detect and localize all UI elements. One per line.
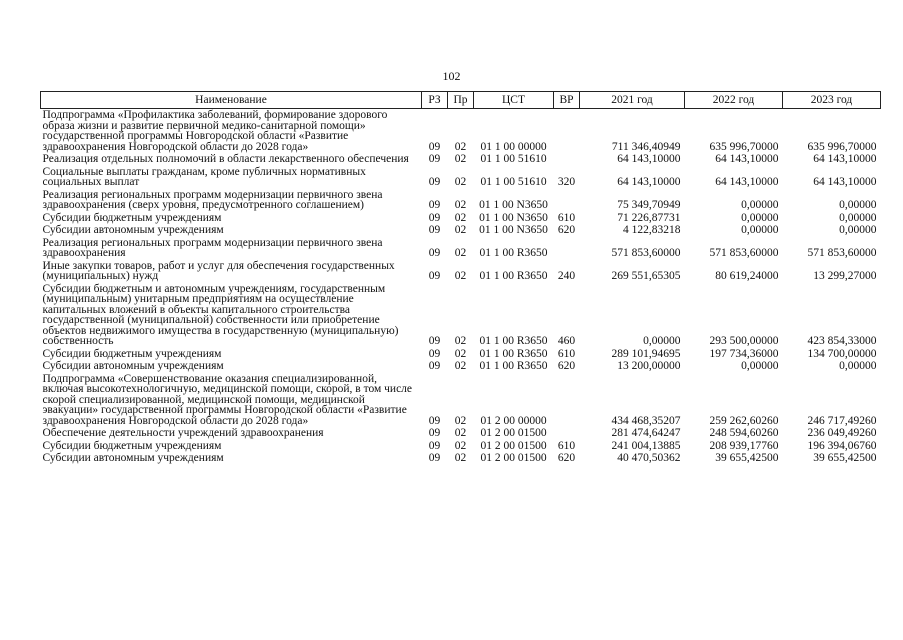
cell-name: Реализация региональных программ модернизации первичного звена здравоохранения xyxy=(42,236,383,259)
cell-cst: 01 2 00 01500 xyxy=(480,452,547,464)
cell-2023: 0,00000 xyxy=(839,224,877,236)
cell-pr: 02 xyxy=(454,427,467,439)
cell-2021: 13 200,00000 xyxy=(617,360,681,372)
cell-cst: 01 1 00 R3650 xyxy=(479,347,548,360)
cell-2021: 64 143,10000 xyxy=(617,153,681,165)
cell-2023: 64 143,10000 xyxy=(813,176,877,188)
cell-pr: 02 xyxy=(454,335,467,347)
table-row xyxy=(41,348,881,361)
cell-pr: 02 xyxy=(454,360,467,372)
cell-name: Реализация региональных программ модернизации первичного звена здравоохранения (сверх уровня, предусмотренного соглашением) xyxy=(42,188,383,211)
budget-table xyxy=(40,91,881,465)
cell-rz: 09 xyxy=(428,452,441,464)
cell-2023: 423 854,33000 xyxy=(807,335,877,347)
header-cst: ЦСТ xyxy=(474,92,554,109)
cell-name: Реализация отдельных полномочий в области лекарственного обеспечения xyxy=(42,153,409,165)
header-pr: Пр xyxy=(448,92,474,109)
cell-vr: 610 xyxy=(557,211,576,224)
cell-2022: 208 939,17760 xyxy=(709,439,779,452)
page-number: 102 xyxy=(442,69,461,83)
header-2022: 2022 год xyxy=(685,92,783,109)
cell-2021: 281 474,64247 xyxy=(611,427,681,439)
cell-2021: 269 551,65305 xyxy=(611,270,681,282)
table-row xyxy=(41,153,881,166)
table-row xyxy=(41,373,881,428)
cell-2022: 293 500,00000 xyxy=(709,335,779,347)
cell-2023: 196 394,06760 xyxy=(807,439,877,452)
cell-pr: 02 xyxy=(454,414,467,427)
cell-rz: 09 xyxy=(428,140,441,153)
cell-2023: 0,00000 xyxy=(839,211,877,224)
cell-2022: 571 853,60000 xyxy=(709,247,779,259)
cell-pr: 02 xyxy=(454,153,467,165)
cell-name: Субсидии бюджетным учреждениям xyxy=(42,211,222,224)
header-name: Наименование xyxy=(41,92,422,109)
cell-name: Социальные выплаты гражданам, кроме публичных нормативных социальных выплат xyxy=(42,165,366,188)
cell-name: Субсидии автономным учреждениям xyxy=(42,224,224,236)
table-row xyxy=(41,260,881,283)
cell-2023: 246 717,49260 xyxy=(807,414,877,427)
cell-rz: 09 xyxy=(428,224,441,236)
cell-vr xyxy=(554,109,580,154)
cell-vr: 460 xyxy=(557,335,576,347)
cell-name: Подпрограмма «Профилактика заболеваний, формирование здорового образа жизни и развитие первичной медико-санитарной помощи» государственной программы Новгородской области «Развитие здравоохранения Новгородской области до 2028 года» xyxy=(42,109,388,153)
cell-cst: 01 1 00 51610 xyxy=(480,153,547,165)
cell-cst: 01 1 00 N3650 xyxy=(479,199,548,211)
cell-2021: 0,00000 xyxy=(643,335,681,347)
cell-2021: 711 346,40949 xyxy=(611,140,681,153)
cell-pr: 02 xyxy=(454,247,467,259)
table-header-row xyxy=(41,92,881,109)
cell-name: Обеспечение деятельности учреждений здравоохранения xyxy=(42,427,324,439)
cell-2021: 40 470,50362 xyxy=(617,452,681,464)
cell-cst: 01 1 00 R3650 xyxy=(479,247,548,259)
cell-pr: 02 xyxy=(454,347,467,360)
cell-vr xyxy=(554,427,580,440)
cell-2021: 71 226,87731 xyxy=(617,211,681,224)
table-row xyxy=(41,452,881,465)
cell-2022: 64 143,10000 xyxy=(715,176,779,188)
cell-pr: 02 xyxy=(454,224,467,236)
cell-name: Субсидии бюджетным учреждениям xyxy=(42,439,222,452)
cell-rz: 09 xyxy=(428,270,441,282)
cell-cst: 01 1 00 R3650 xyxy=(479,335,548,347)
table-row xyxy=(41,109,881,154)
cell-pr: 02 xyxy=(454,439,467,452)
table-row xyxy=(41,360,881,373)
cell-name: Подпрограмма «Совершенствование оказания специализированной, включая высокотехнологичную, медицинской помощи, скорой, в том числе скорой специализированной, медицинской помощи, медицинской эвакуации» государственной программы Новгородской области «Развитие здравоохранения Новгородской области до 2028 года» xyxy=(42,372,413,427)
cell-pr: 02 xyxy=(454,452,467,464)
table-row xyxy=(41,427,881,440)
cell-vr: 620 xyxy=(557,360,576,372)
table-row xyxy=(41,440,881,453)
cell-name: Субсидии автономным учреждениям xyxy=(42,452,224,464)
cell-2023: 13 299,27000 xyxy=(813,270,877,282)
cell-2022: 197 734,36000 xyxy=(709,347,779,360)
cell-2023: 64 143,10000 xyxy=(813,153,877,165)
cell-cst: 01 2 00 00000 xyxy=(480,414,547,427)
cell-name: Субсидии автономным учреждениям xyxy=(42,360,224,372)
cell-vr xyxy=(554,153,580,166)
cell-2022: 248 594,60260 xyxy=(709,427,779,439)
header-2023: 2023 год xyxy=(783,92,881,109)
cell-rz: 09 xyxy=(428,347,441,360)
cell-rz: 09 xyxy=(428,360,441,372)
cell-rz: 09 xyxy=(428,211,441,224)
header-rz: РЗ xyxy=(422,92,448,109)
cell-2022: 0,00000 xyxy=(741,199,779,211)
table-row xyxy=(41,237,881,260)
cell-2021: 289 101,94695 xyxy=(611,347,681,360)
table-row xyxy=(41,166,881,189)
cell-2023: 134 700,00000 xyxy=(807,347,877,360)
cell-rz: 09 xyxy=(428,335,441,347)
cell-2022: 80 619,24000 xyxy=(715,270,779,282)
header-vr: ВР xyxy=(554,92,580,109)
table-row xyxy=(41,283,881,348)
cell-2021: 434 468,35207 xyxy=(611,414,681,427)
cell-pr: 02 xyxy=(454,270,467,282)
cell-name: Субсидии бюджетным и автономным учреждениям, государственным (муниципальным) унитарным предприятиям на осуществление капитальных вложений в объекты капитального строительства государственной (муниципальной) собственности или приобретение объектов недвижимого имущества в государственную (муниципальную) собственность xyxy=(42,282,399,347)
cell-rz: 09 xyxy=(428,414,441,427)
cell-rz: 09 xyxy=(428,439,441,452)
cell-2022: 0,00000 xyxy=(741,360,779,372)
cell-vr xyxy=(554,237,580,260)
cell-cst: 01 1 00 00000 xyxy=(480,140,547,153)
cell-rz: 09 xyxy=(428,247,441,259)
cell-vr: 610 xyxy=(557,439,576,452)
table-body xyxy=(41,109,881,465)
cell-cst: 01 1 00 N3650 xyxy=(479,211,548,224)
cell-rz: 09 xyxy=(428,199,441,211)
cell-2021: 64 143,10000 xyxy=(617,176,681,188)
cell-2021: 571 853,60000 xyxy=(611,247,681,259)
cell-rz: 09 xyxy=(428,153,441,165)
cell-pr: 02 xyxy=(454,140,467,153)
cell-2022: 259 262,60260 xyxy=(709,414,779,427)
cell-2021: 75 349,70949 xyxy=(617,199,681,211)
cell-name: Субсидии бюджетным учреждениям xyxy=(42,347,222,360)
cell-vr: 620 xyxy=(557,224,576,236)
cell-vr: 240 xyxy=(557,270,576,282)
cell-vr xyxy=(554,189,580,212)
cell-vr: 320 xyxy=(557,176,576,188)
cell-2022: 64 143,10000 xyxy=(715,153,779,165)
cell-2023: 0,00000 xyxy=(839,360,877,372)
cell-vr: 620 xyxy=(557,452,576,464)
cell-pr: 02 xyxy=(454,176,467,188)
cell-2021: 4 122,83218 xyxy=(623,224,681,236)
cell-name: Иные закупки товаров, работ и услуг для обеспечения государственных (муниципальных) нужд xyxy=(42,259,395,282)
cell-2023: 0,00000 xyxy=(839,199,877,211)
table-row xyxy=(41,224,881,237)
cell-cst: 01 1 00 R3650 xyxy=(479,360,548,372)
cell-2021: 241 004,13885 xyxy=(611,439,681,452)
cell-pr: 02 xyxy=(454,211,467,224)
cell-2023: 236 049,49260 xyxy=(807,427,877,439)
cell-2023: 39 655,42500 xyxy=(813,452,877,464)
cell-vr xyxy=(554,373,580,428)
cell-rz: 09 xyxy=(428,176,441,188)
cell-2022: 0,00000 xyxy=(741,211,779,224)
cell-vr: 610 xyxy=(557,347,576,360)
cell-2023: 635 996,70000 xyxy=(807,140,877,153)
table-row xyxy=(41,189,881,212)
cell-cst: 01 2 00 01500 xyxy=(480,439,547,452)
cell-2022: 39 655,42500 xyxy=(715,452,779,464)
cell-cst: 01 1 00 51610 xyxy=(480,176,547,188)
cell-cst: 01 1 00 N3650 xyxy=(479,224,548,236)
cell-rz: 09 xyxy=(428,427,441,439)
cell-cst: 01 2 00 01500 xyxy=(480,427,547,439)
cell-2023: 571 853,60000 xyxy=(807,247,877,259)
cell-pr: 02 xyxy=(454,199,467,211)
cell-2022: 635 996,70000 xyxy=(709,140,779,153)
header-2021: 2021 год xyxy=(580,92,685,109)
table-row xyxy=(41,212,881,225)
cell-cst: 01 1 00 R3650 xyxy=(479,270,548,282)
cell-2022: 0,00000 xyxy=(741,224,779,236)
